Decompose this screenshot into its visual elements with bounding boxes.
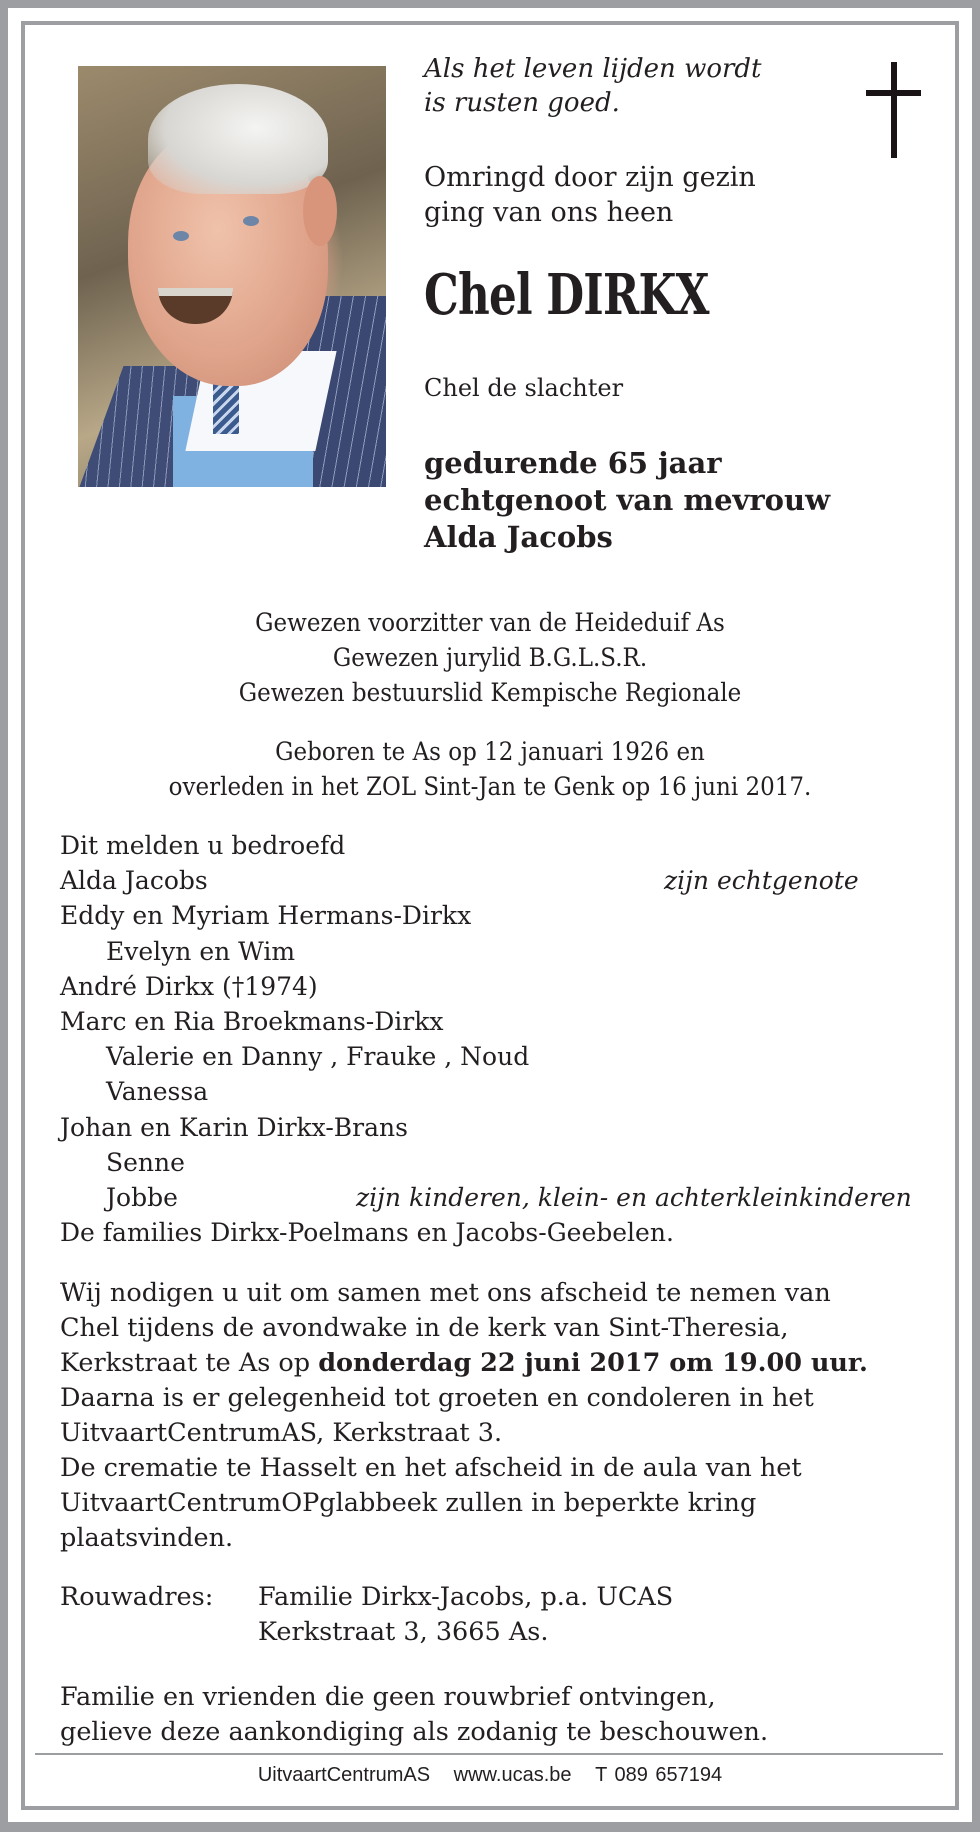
poem xyxy=(424,52,762,120)
family-name: De families Dirkx-Poelmans en Jacobs-Geebelen. xyxy=(60,1218,674,1248)
invitation-text-prefix: Kerkstraat te As op xyxy=(60,1348,319,1378)
former-roles xyxy=(25,605,955,710)
family-row xyxy=(60,969,940,1004)
intro-line: Omringd door zijn gezin xyxy=(424,162,756,193)
family-name: Evelyn en Wim xyxy=(106,936,296,966)
address-label: Rouwadres: xyxy=(60,1582,214,1612)
photo-tie xyxy=(213,384,239,434)
date-line: overleden in het ZOL Sint-Jan te Genk op 16 juni 2017. xyxy=(168,772,812,801)
cross-vertical-bar xyxy=(891,62,897,158)
footer-divider xyxy=(35,1753,943,1755)
family-name: Johan en Karin Dirkx-Brans xyxy=(60,1112,408,1142)
family-name: Jobbe xyxy=(106,1182,178,1212)
family-name: Vanessa xyxy=(106,1077,209,1107)
poem-line: is rusten goed. xyxy=(424,88,620,118)
wake-date-time: donderdag 22 juni 2017 om 19.00 uur. xyxy=(318,1348,868,1378)
family-row xyxy=(60,1074,940,1109)
footer-website[interactable]: www.ucas.be xyxy=(453,1764,572,1786)
photo-ear xyxy=(303,176,337,246)
notice-line: Familie en vrienden die geen rouwbrief ontvingen, xyxy=(60,1682,716,1712)
photo-eye xyxy=(243,216,259,226)
family-row xyxy=(60,828,940,863)
address-line: Familie Dirkx-Jacobs, p.a. UCAS xyxy=(258,1582,674,1612)
invitation-line: Daarna is er gelegenheid tot groeten en condoleren in het xyxy=(60,1383,814,1413)
invitation-line: De crematie te Hasselt en het afscheid in de aula van het xyxy=(60,1453,802,1483)
family-row xyxy=(60,1110,940,1145)
footer xyxy=(25,1764,955,1787)
marriage-line: gedurende 65 jaar xyxy=(424,446,722,480)
family-row xyxy=(60,1145,940,1180)
invitation-line: plaatsvinden. xyxy=(60,1523,234,1553)
family-name: Marc en Ria Broekmans-Dirkx xyxy=(60,1006,444,1036)
photo-hair xyxy=(148,84,328,194)
family-row xyxy=(60,1215,940,1250)
photo-eye xyxy=(173,231,189,241)
family-row xyxy=(60,898,940,933)
poem-line: Als het leven lijden wordt xyxy=(424,54,762,84)
invitation-line: UitvaartCentrumOPglabbeek zullen in beperkte kring xyxy=(60,1488,757,1518)
intro-text xyxy=(424,160,756,230)
cross-horizontal-bar xyxy=(866,90,921,96)
invitation-line: UitvaartCentrumAS, Kerkstraat 3. xyxy=(60,1418,503,1448)
date-line: Geboren te As op 12 januari 1926 en xyxy=(275,737,705,766)
role-line: Gewezen jurylid B.G.L.S.R. xyxy=(332,643,648,672)
family-relation: zijn kinderen, klein- en achterkleinkinderen xyxy=(356,1182,912,1212)
role-line: Gewezen bestuurslid Kempische Regionale xyxy=(238,678,742,707)
family-name: Senne xyxy=(106,1147,185,1177)
family-list xyxy=(60,828,940,1250)
family-row xyxy=(60,863,940,898)
footer-phone: T 089 657194 xyxy=(595,1764,723,1786)
birth-death-dates xyxy=(25,734,955,804)
invitation-line: Chel tijdens de avondwake in de kerk van Sint-Theresia, xyxy=(60,1313,789,1343)
notice-line: gelieve deze aankondiging als zodanig te beschouwen. xyxy=(60,1717,769,1747)
closing-notice xyxy=(60,1680,768,1750)
family-name: Valerie en Danny , Frauke , Noud xyxy=(106,1042,530,1072)
family-name: Alda Jacobs xyxy=(60,866,208,896)
marriage-line: Alda Jacobs xyxy=(424,520,613,554)
marriage-info xyxy=(424,445,830,556)
portrait-photo xyxy=(78,66,386,487)
family-row xyxy=(60,934,940,969)
invitation-line xyxy=(60,1346,940,1381)
marriage-line: echtgenoot van mevrouw xyxy=(424,483,831,517)
deceased-nickname: Chel de slachter xyxy=(424,374,624,402)
role-line: Gewezen voorzitter van de Heideduif As xyxy=(255,608,725,637)
family-row xyxy=(60,1004,940,1039)
family-relation: zijn echtgenote xyxy=(664,866,859,896)
intro-line: ging van ons heen xyxy=(424,197,674,228)
family-name: André Dirkx (†1974) xyxy=(60,971,318,1001)
family-name: Eddy en Myriam Hermans-Dirkx xyxy=(60,901,472,931)
address-line: Kerkstraat 3, 3665 As. xyxy=(258,1617,549,1647)
invitation-text xyxy=(60,1276,940,1556)
footer-company: UitvaartCentrumAS xyxy=(257,1764,431,1786)
family-row xyxy=(60,1039,940,1074)
deceased-name: Chel DIRKX xyxy=(424,262,709,328)
latin-cross-icon xyxy=(866,62,921,158)
invitation-line: Wij nodigen u uit om samen met ons afscheid te nemen van xyxy=(60,1278,831,1308)
family-row xyxy=(60,1180,940,1215)
family-name: Dit melden u bedroefd xyxy=(60,831,346,860)
